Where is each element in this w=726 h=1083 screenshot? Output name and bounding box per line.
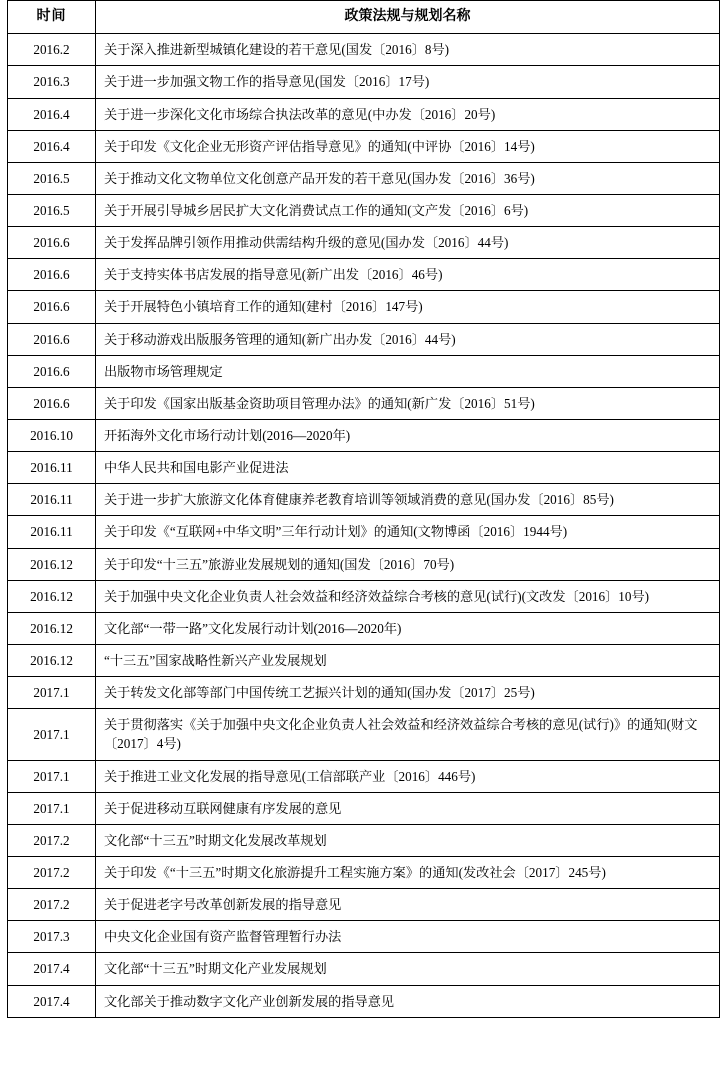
table-row (8, 259, 720, 291)
cell-policy-name: 关于促进移动互联网健康有序发展的意见 (96, 792, 720, 824)
table-row (8, 953, 720, 985)
cell-time: 2016.6 (8, 387, 96, 419)
cell-policy-name: 关于贯彻落实《关于加强中央文化企业负责人社会效益和经济效益综合考核的意见(试行)》的通知(财文〔2017〕4号) (96, 709, 720, 760)
cell-time: 2017.2 (8, 856, 96, 888)
table-row (8, 889, 720, 921)
cell-time: 2016.11 (8, 452, 96, 484)
table-row (8, 34, 720, 66)
cell-policy-name: 文化部关于推动数字文化产业创新发展的指导意见 (96, 985, 720, 1017)
cell-time: 2017.1 (8, 677, 96, 709)
cell-time: 2016.11 (8, 484, 96, 516)
table-row (8, 921, 720, 953)
table-row (8, 516, 720, 548)
cell-time: 2016.3 (8, 66, 96, 98)
cell-policy-name: 关于印发《“十三五”时期文化旅游提升工程实施方案》的通知(发改社会〔2017〕245号) (96, 856, 720, 888)
cell-policy-name: 关于开展引导城乡居民扩大文化消费试点工作的通知(文产发〔2016〕6号) (96, 195, 720, 227)
cell-policy-name: 关于促进老字号改革创新发展的指导意见 (96, 889, 720, 921)
cell-policy-name: 关于进一步扩大旅游文化体育健康养老教育培训等领域消费的意见(国办发〔2016〕85号) (96, 484, 720, 516)
cell-time: 2017.4 (8, 985, 96, 1017)
table-row (8, 66, 720, 98)
cell-time: 2016.5 (8, 162, 96, 194)
table-row (8, 355, 720, 387)
cell-time: 2016.6 (8, 323, 96, 355)
cell-time: 2016.5 (8, 195, 96, 227)
table-row (8, 548, 720, 580)
cell-time: 2016.10 (8, 419, 96, 451)
cell-policy-name: 关于推进工业文化发展的指导意见(工信部联产业〔2016〕446号) (96, 760, 720, 792)
table-body (8, 34, 720, 1017)
table-row (8, 484, 720, 516)
cell-policy-name: 关于移动游戏出版服务管理的通知(新广出办发〔2016〕44号) (96, 323, 720, 355)
cell-time: 2017.3 (8, 921, 96, 953)
cell-time: 2016.2 (8, 34, 96, 66)
cell-policy-name: 关于深入推进新型城镇化建设的若干意见(国发〔2016〕8号) (96, 34, 720, 66)
cell-time: 2017.1 (8, 760, 96, 792)
cell-time: 2017.1 (8, 709, 96, 760)
cell-policy-name: 关于加强中央文化企业负责人社会效益和经济效益综合考核的意见(试行)(文改发〔2016〕10号) (96, 580, 720, 612)
cell-policy-name: 关于发挥品牌引领作用推动供需结构升级的意见(国办发〔2016〕44号) (96, 227, 720, 259)
cell-policy-name: 关于进一步加强文物工作的指导意见(国发〔2016〕17号) (96, 66, 720, 98)
cell-policy-name: “十三五”国家战略性新兴产业发展规划 (96, 644, 720, 676)
cell-time: 2016.12 (8, 548, 96, 580)
cell-policy-name: 中华人民共和国电影产业促进法 (96, 452, 720, 484)
cell-time: 2016.6 (8, 291, 96, 323)
cell-policy-name: 出版物市场管理规定 (96, 355, 720, 387)
cell-time: 2017.4 (8, 953, 96, 985)
cell-policy-name: 文化部“十三五”时期文化产业发展规划 (96, 953, 720, 985)
table-row (8, 709, 720, 760)
table-row (8, 580, 720, 612)
cell-time: 2016.11 (8, 516, 96, 548)
cell-policy-name: 关于支持实体书店发展的指导意见(新广出发〔2016〕46号) (96, 259, 720, 291)
table-row (8, 760, 720, 792)
cell-policy-name: 关于印发“十三五”旅游业发展规划的通知(国发〔2016〕70号) (96, 548, 720, 580)
table-row (8, 98, 720, 130)
cell-time: 2016.6 (8, 355, 96, 387)
table-row (8, 452, 720, 484)
cell-time: 2017.2 (8, 889, 96, 921)
policy-regulations-table (7, 0, 720, 1018)
table-row (8, 291, 720, 323)
table-row (8, 792, 720, 824)
table-row (8, 856, 720, 888)
table-row (8, 387, 720, 419)
cell-time: 2016.12 (8, 580, 96, 612)
table-row (8, 612, 720, 644)
cell-time: 2017.1 (8, 792, 96, 824)
cell-policy-name: 文化部“十三五”时期文化发展改革规划 (96, 824, 720, 856)
table-row (8, 419, 720, 451)
cell-policy-name: 关于开展特色小镇培育工作的通知(建村〔2016〕147号) (96, 291, 720, 323)
cell-policy-name: 关于进一步深化文化市场综合执法改革的意见(中办发〔2016〕20号) (96, 98, 720, 130)
column-header-name: 政策法规与规划名称 (96, 1, 720, 34)
cell-policy-name: 文化部“一带一路”文化发展行动计划(2016—2020年) (96, 612, 720, 644)
cell-policy-name: 开拓海外文化市场行动计划(2016—2020年) (96, 419, 720, 451)
cell-time: 2016.6 (8, 227, 96, 259)
table-row (8, 323, 720, 355)
cell-policy-name: 关于印发《“互联网+中华文明”三年行动计划》的通知(文物博函〔2016〕1944号) (96, 516, 720, 548)
table-row (8, 195, 720, 227)
cell-policy-name: 关于印发《文化企业无形资产评估指导意见》的通知(中评协〔2016〕14号) (96, 130, 720, 162)
cell-policy-name: 中央文化企业国有资产监督管理暂行办法 (96, 921, 720, 953)
cell-policy-name: 关于推动文化文物单位文化创意产品开发的若干意见(国办发〔2016〕36号) (96, 162, 720, 194)
table-row (8, 985, 720, 1017)
cell-policy-name: 关于印发《国家出版基金资助项目管理办法》的通知(新广发〔2016〕51号) (96, 387, 720, 419)
cell-time: 2016.12 (8, 612, 96, 644)
cell-time: 2016.12 (8, 644, 96, 676)
cell-time: 2016.6 (8, 259, 96, 291)
table-row (8, 677, 720, 709)
cell-time: 2016.4 (8, 130, 96, 162)
cell-policy-name: 关于转发文化部等部门中国传统工艺振兴计划的通知(国办发〔2017〕25号) (96, 677, 720, 709)
table-header-row (8, 1, 720, 34)
cell-time: 2017.2 (8, 824, 96, 856)
table-row (8, 130, 720, 162)
cell-time: 2016.4 (8, 98, 96, 130)
table-header (8, 1, 720, 34)
table-row (8, 644, 720, 676)
column-header-time: 时间 (8, 1, 96, 34)
table-row (8, 824, 720, 856)
table-row (8, 162, 720, 194)
table-row (8, 227, 720, 259)
